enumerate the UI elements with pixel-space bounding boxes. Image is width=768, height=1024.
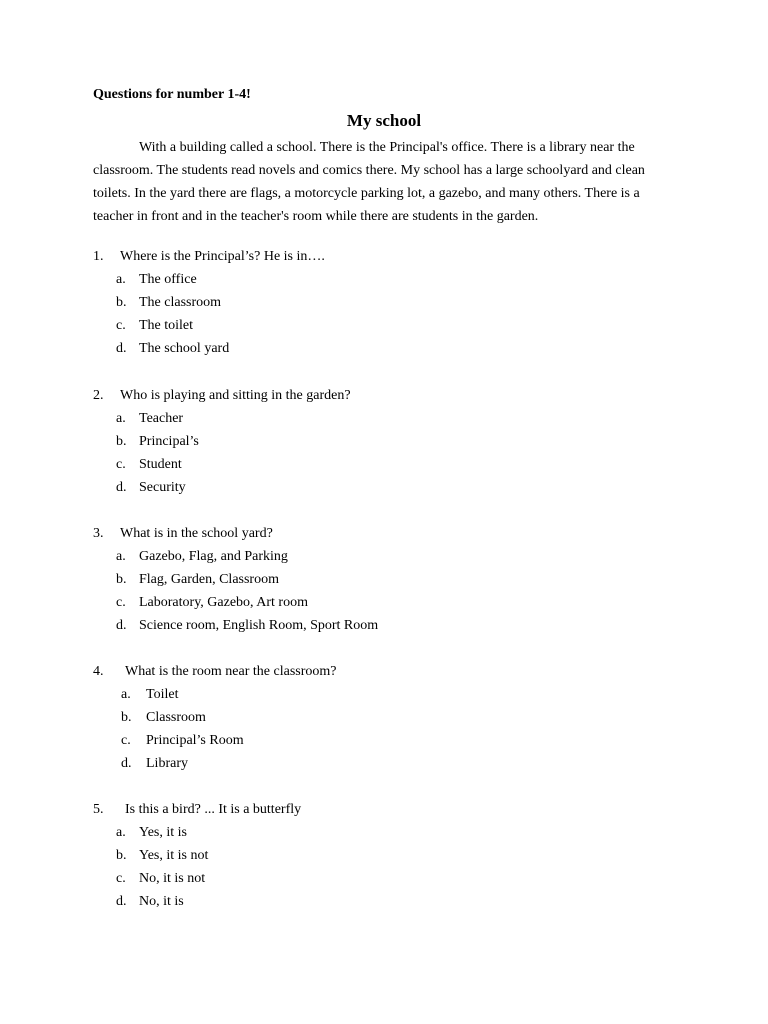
question-text: What is the room near the classroom? bbox=[125, 664, 337, 679]
option-text: Gazebo, Flag, and Parking bbox=[139, 549, 288, 564]
option-letter: d. bbox=[116, 894, 127, 909]
option-text: The classroom bbox=[139, 295, 222, 310]
question-text: Who is playing and sitting in the garden? bbox=[120, 388, 351, 403]
option-b bbox=[93, 430, 693, 453]
question-number: 5. bbox=[93, 802, 104, 817]
option-letter: a. bbox=[121, 687, 131, 702]
option-text: Laboratory, Gazebo, Art room bbox=[139, 595, 308, 610]
instructions-heading: Questions for number 1-4! bbox=[93, 87, 251, 102]
reading-passage: With a building called a school. There is the Principal's office. There is a library near the classroom. The students read novels and comics there. My school has a large schoolyard and clean toilets. In the yard there are flags, a motorcycle parking lot, a gazebo, and many others. There is a teacher in front and in the teacher's room while there are students in the garden. bbox=[93, 140, 645, 224]
option-d bbox=[93, 890, 693, 913]
option-letter: d. bbox=[116, 341, 127, 356]
option-d bbox=[93, 337, 693, 360]
option-a bbox=[93, 545, 693, 568]
option-b bbox=[93, 291, 693, 314]
option-letter: b. bbox=[116, 434, 127, 449]
option-text: The school yard bbox=[139, 341, 230, 356]
option-text: No, it is bbox=[139, 894, 184, 909]
option-c bbox=[93, 591, 693, 614]
option-text: Science room, English Room, Sport Room bbox=[139, 618, 379, 633]
option-text: Classroom bbox=[146, 710, 206, 725]
option-letter: c. bbox=[116, 318, 126, 333]
question-text: Is this a bird? ... It is a butterfly bbox=[125, 802, 302, 817]
option-letter: c. bbox=[116, 871, 126, 886]
option-text: Student bbox=[139, 457, 182, 472]
option-letter: c. bbox=[116, 457, 126, 472]
question-number: 4. bbox=[93, 664, 104, 679]
option-letter: d. bbox=[121, 756, 132, 771]
option-text: Yes, it is not bbox=[139, 848, 209, 863]
option-b bbox=[93, 568, 693, 591]
option-c bbox=[93, 314, 693, 337]
question-3 bbox=[93, 522, 693, 637]
option-text: No, it is not bbox=[139, 871, 206, 886]
passage-title: My school bbox=[346, 111, 422, 130]
option-text: Flag, Garden, Classroom bbox=[139, 572, 279, 587]
option-text: Yes, it is bbox=[139, 825, 187, 840]
option-text: The office bbox=[139, 272, 197, 287]
option-letter: a. bbox=[116, 411, 126, 426]
option-letter: a. bbox=[116, 549, 126, 564]
option-d bbox=[93, 752, 693, 775]
option-text: Toilet bbox=[146, 687, 179, 702]
question-1 bbox=[93, 245, 693, 360]
question-number: 3. bbox=[93, 526, 104, 541]
option-d bbox=[93, 476, 693, 499]
option-letter: a. bbox=[116, 272, 126, 287]
option-text: Security bbox=[139, 480, 186, 495]
option-letter: b. bbox=[116, 295, 127, 310]
option-b bbox=[93, 844, 693, 867]
question-number: 2. bbox=[93, 388, 104, 403]
question-2 bbox=[93, 384, 693, 499]
option-b bbox=[93, 706, 693, 729]
option-text: Teacher bbox=[139, 411, 184, 426]
question-5 bbox=[93, 798, 693, 913]
option-letter: c. bbox=[121, 733, 131, 748]
option-letter: b. bbox=[121, 710, 132, 725]
option-c bbox=[93, 453, 693, 476]
option-text: Principal’s Room bbox=[146, 733, 244, 748]
option-letter: b. bbox=[116, 572, 127, 587]
option-text: Principal’s bbox=[139, 434, 199, 449]
option-letter: a. bbox=[116, 825, 126, 840]
option-c bbox=[93, 729, 693, 752]
option-text: The toilet bbox=[139, 318, 194, 333]
option-letter: c. bbox=[116, 595, 126, 610]
option-letter: b. bbox=[116, 848, 127, 863]
option-a bbox=[93, 683, 693, 706]
option-d bbox=[93, 614, 693, 637]
question-number: 1. bbox=[93, 249, 104, 264]
question-text: What is in the school yard? bbox=[120, 526, 273, 541]
option-text: Library bbox=[146, 756, 188, 771]
option-a bbox=[93, 407, 693, 430]
question-4 bbox=[93, 660, 693, 775]
option-letter: d. bbox=[116, 480, 127, 495]
option-letter: d. bbox=[116, 618, 127, 633]
question-text: Where is the Principal’s? He is in…. bbox=[120, 249, 325, 264]
option-a bbox=[93, 268, 693, 291]
option-a bbox=[93, 821, 693, 844]
option-c bbox=[93, 867, 693, 890]
